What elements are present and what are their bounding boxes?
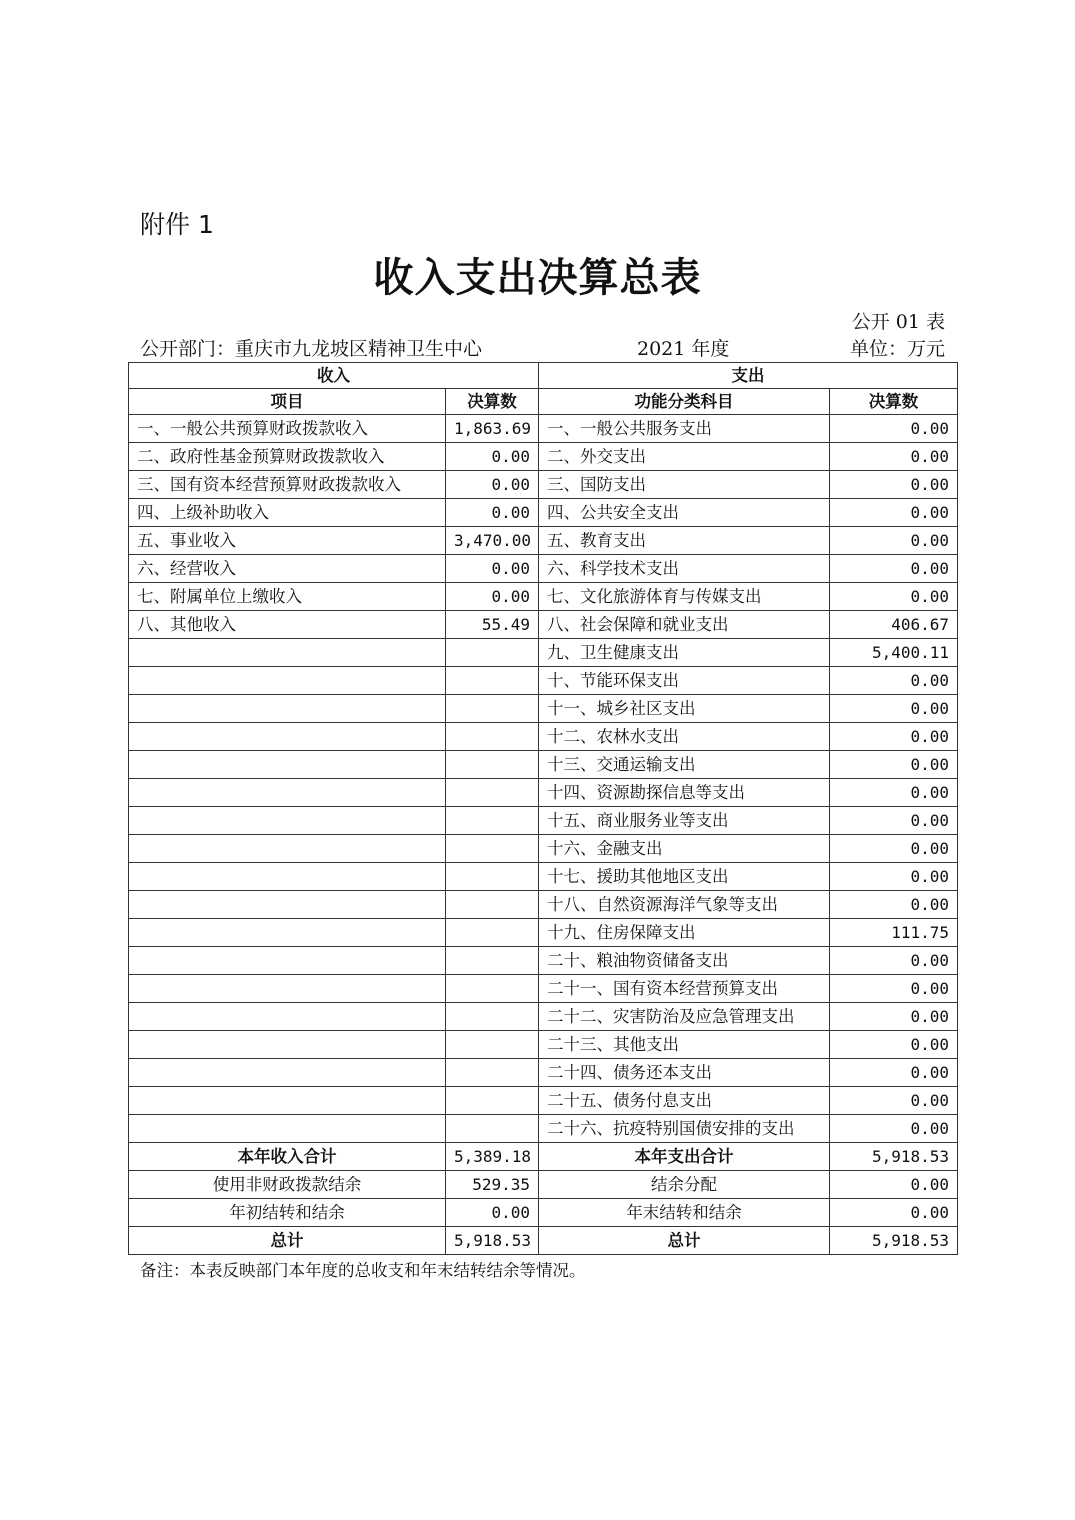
expense-amount-cell: 0.00 bbox=[830, 947, 958, 975]
income-item-cell bbox=[129, 751, 446, 779]
budget-table bbox=[128, 362, 958, 1255]
income-amount-cell: 0.00 bbox=[446, 471, 539, 499]
col-func: 功能分类科目 bbox=[539, 389, 830, 415]
table-row bbox=[129, 919, 958, 947]
expense-amount-cell: 5,918.53 bbox=[830, 1227, 958, 1255]
income-item-cell bbox=[129, 863, 446, 891]
form-number: 公开 01 表 bbox=[851, 311, 945, 333]
table-row bbox=[129, 1031, 958, 1059]
income-amount-cell bbox=[446, 947, 539, 975]
expense-item-cell: 二十三、其他支出 bbox=[539, 1031, 830, 1059]
expense-item-cell: 二十四、债务还本支出 bbox=[539, 1059, 830, 1087]
expense-item-cell: 结余分配 bbox=[539, 1171, 830, 1199]
year-label: 2021 年度 bbox=[637, 338, 730, 360]
income-item-cell: 八、其他收入 bbox=[129, 611, 446, 639]
table-row bbox=[129, 1059, 958, 1087]
expense-item-cell: 十三、交通运输支出 bbox=[539, 751, 830, 779]
income-amount-cell: 0.00 bbox=[446, 555, 539, 583]
table-row bbox=[129, 723, 958, 751]
income-item-cell bbox=[129, 779, 446, 807]
expense-amount-cell: 0.00 bbox=[830, 415, 958, 443]
expense-amount-cell: 5,918.53 bbox=[830, 1143, 958, 1171]
income-item-cell: 使用非财政拨款结余 bbox=[129, 1171, 446, 1199]
expense-item-cell: 总计 bbox=[539, 1227, 830, 1255]
expense-item-cell: 十八、自然资源海洋气象等支出 bbox=[539, 891, 830, 919]
expense-amount-cell: 0.00 bbox=[830, 779, 958, 807]
income-amount-cell bbox=[446, 723, 539, 751]
expense-item-cell: 一、一般公共服务支出 bbox=[539, 415, 830, 443]
unit-label: 单位：万元 bbox=[849, 338, 945, 360]
income-item-cell bbox=[129, 835, 446, 863]
income-amount-cell: 0.00 bbox=[446, 499, 539, 527]
expense-amount-cell: 0.00 bbox=[830, 1199, 958, 1227]
income-amount-cell: 0.00 bbox=[446, 443, 539, 471]
income-item-cell bbox=[129, 723, 446, 751]
table-row bbox=[129, 695, 958, 723]
col-amount: 决算数 bbox=[446, 389, 539, 415]
table-row bbox=[129, 1115, 958, 1143]
expense-amount-cell: 0.00 bbox=[830, 751, 958, 779]
income-item-cell bbox=[129, 1031, 446, 1059]
table-row bbox=[129, 555, 958, 583]
expense-amount-cell: 0.00 bbox=[830, 695, 958, 723]
expense-amount-cell: 0.00 bbox=[830, 1171, 958, 1199]
summary-row bbox=[129, 1227, 958, 1255]
expense-item-cell: 年末结转和结余 bbox=[539, 1199, 830, 1227]
income-amount-cell: 3,470.00 bbox=[446, 527, 539, 555]
footnote: 备注：本表反映部门本年度的总收支和年末结转结余等情况。 bbox=[140, 1261, 586, 1280]
income-amount-cell bbox=[446, 891, 539, 919]
income-amount-cell: 5,389.18 bbox=[446, 1143, 539, 1171]
expense-amount-cell: 0.00 bbox=[830, 891, 958, 919]
expense-item-cell: 十七、援助其他地区支出 bbox=[539, 863, 830, 891]
table-row bbox=[129, 667, 958, 695]
expense-amount-cell: 0.00 bbox=[830, 1003, 958, 1031]
expense-amount-cell: 0.00 bbox=[830, 1115, 958, 1143]
expense-item-cell: 十六、金融支出 bbox=[539, 835, 830, 863]
income-amount-cell bbox=[446, 1115, 539, 1143]
income-item-cell bbox=[129, 695, 446, 723]
income-amount-cell bbox=[446, 1031, 539, 1059]
expense-amount-cell: 0.00 bbox=[830, 667, 958, 695]
expense-item-cell: 六、科学技术支出 bbox=[539, 555, 830, 583]
col-amount2: 决算数 bbox=[830, 389, 958, 415]
expense-amount-cell: 111.75 bbox=[830, 919, 958, 947]
income-item-cell bbox=[129, 667, 446, 695]
expense-amount-cell: 0.00 bbox=[830, 1059, 958, 1087]
expense-item-cell: 二十五、债务付息支出 bbox=[539, 1087, 830, 1115]
table-row bbox=[129, 611, 958, 639]
table-row bbox=[129, 1087, 958, 1115]
income-amount-cell bbox=[446, 863, 539, 891]
expense-item-cell: 十五、商业服务业等支出 bbox=[539, 807, 830, 835]
income-item-cell bbox=[129, 807, 446, 835]
expense-amount-cell: 0.00 bbox=[830, 975, 958, 1003]
expense-header: 支出 bbox=[539, 363, 958, 389]
table-row bbox=[129, 443, 958, 471]
expense-amount-cell: 0.00 bbox=[830, 1087, 958, 1115]
income-item-cell bbox=[129, 639, 446, 667]
expense-item-cell: 二、外交支出 bbox=[539, 443, 830, 471]
table-row bbox=[129, 975, 958, 1003]
income-item-cell bbox=[129, 947, 446, 975]
expense-amount-cell: 5,400.11 bbox=[830, 639, 958, 667]
table-section-header bbox=[129, 363, 958, 389]
income-item-cell bbox=[129, 1087, 446, 1115]
income-amount-cell bbox=[446, 751, 539, 779]
expense-item-cell: 二十、粮油物资储备支出 bbox=[539, 947, 830, 975]
income-item-cell: 四、上级补助收入 bbox=[129, 499, 446, 527]
table-row bbox=[129, 779, 958, 807]
income-item-cell bbox=[129, 975, 446, 1003]
expense-amount-cell: 0.00 bbox=[830, 443, 958, 471]
expense-amount-cell: 0.00 bbox=[830, 1031, 958, 1059]
income-item-cell bbox=[129, 1003, 446, 1031]
income-amount-cell bbox=[446, 1059, 539, 1087]
expense-amount-cell: 0.00 bbox=[830, 723, 958, 751]
income-item-cell: 五、事业收入 bbox=[129, 527, 446, 555]
income-amount-cell: 0.00 bbox=[446, 583, 539, 611]
income-item-cell bbox=[129, 891, 446, 919]
income-amount-cell: 0.00 bbox=[446, 1199, 539, 1227]
expense-amount-cell: 0.00 bbox=[830, 807, 958, 835]
income-item-cell: 本年收入合计 bbox=[129, 1143, 446, 1171]
income-amount-cell: 55.49 bbox=[446, 611, 539, 639]
expense-amount-cell: 0.00 bbox=[830, 527, 958, 555]
expense-item-cell: 本年支出合计 bbox=[539, 1143, 830, 1171]
expense-amount-cell: 0.00 bbox=[830, 835, 958, 863]
table-row bbox=[129, 415, 958, 443]
attachment-label: 附件 1 bbox=[140, 210, 214, 239]
table-row bbox=[129, 947, 958, 975]
income-amount-cell bbox=[446, 779, 539, 807]
expense-item-cell: 十一、城乡社区支出 bbox=[539, 695, 830, 723]
income-amount-cell bbox=[446, 919, 539, 947]
income-amount-cell: 529.35 bbox=[446, 1171, 539, 1199]
income-item-cell: 年初结转和结余 bbox=[129, 1199, 446, 1227]
summary-row bbox=[129, 1143, 958, 1171]
expense-item-cell: 十二、农林水支出 bbox=[539, 723, 830, 751]
table-row bbox=[129, 583, 958, 611]
income-amount-cell bbox=[446, 1087, 539, 1115]
table-row bbox=[129, 1003, 958, 1031]
table-row bbox=[129, 835, 958, 863]
income-item-cell: 七、附属单位上缴收入 bbox=[129, 583, 446, 611]
table-row bbox=[129, 751, 958, 779]
expense-item-cell: 八、社会保障和就业支出 bbox=[539, 611, 830, 639]
expense-amount-cell: 0.00 bbox=[830, 863, 958, 891]
expense-amount-cell: 0.00 bbox=[830, 499, 958, 527]
income-amount-cell: 1,863.69 bbox=[446, 415, 539, 443]
table-row bbox=[129, 527, 958, 555]
expense-item-cell: 四、公共安全支出 bbox=[539, 499, 830, 527]
summary-row bbox=[129, 1199, 958, 1227]
expense-item-cell: 十、节能环保支出 bbox=[539, 667, 830, 695]
income-amount-cell bbox=[446, 667, 539, 695]
expense-item-cell: 七、文化旅游体育与传媒支出 bbox=[539, 583, 830, 611]
expense-item-cell: 二十一、国有资本经营预算支出 bbox=[539, 975, 830, 1003]
income-amount-cell bbox=[446, 639, 539, 667]
page-title: 收入支出决算总表 bbox=[373, 254, 702, 301]
income-item-cell: 总计 bbox=[129, 1227, 446, 1255]
table-row bbox=[129, 863, 958, 891]
income-header: 收入 bbox=[129, 363, 539, 389]
income-amount-cell bbox=[446, 1003, 539, 1031]
income-item-cell bbox=[129, 919, 446, 947]
summary-row bbox=[129, 1171, 958, 1199]
expense-item-cell: 十四、资源勘探信息等支出 bbox=[539, 779, 830, 807]
expense-item-cell: 三、国防支出 bbox=[539, 471, 830, 499]
income-amount-cell bbox=[446, 975, 539, 1003]
department-label: 公开部门：重庆市九龙坡区精神卫生中心 bbox=[140, 338, 483, 360]
col-item: 项目 bbox=[129, 389, 446, 415]
expense-item-cell: 二十六、抗疫特别国债安排的支出 bbox=[539, 1115, 830, 1143]
income-item-cell: 六、经营收入 bbox=[129, 555, 446, 583]
income-item-cell: 三、国有资本经营预算财政拨款收入 bbox=[129, 471, 446, 499]
income-item-cell bbox=[129, 1115, 446, 1143]
income-amount-cell bbox=[446, 807, 539, 835]
income-item-cell: 二、政府性基金预算财政拨款收入 bbox=[129, 443, 446, 471]
income-item-cell: 一、一般公共预算财政拨款收入 bbox=[129, 415, 446, 443]
table-row bbox=[129, 807, 958, 835]
income-item-cell bbox=[129, 1059, 446, 1087]
table-column-header bbox=[129, 389, 958, 415]
expense-amount-cell: 0.00 bbox=[830, 471, 958, 499]
income-amount-cell: 5,918.53 bbox=[446, 1227, 539, 1255]
expense-amount-cell: 0.00 bbox=[830, 555, 958, 583]
table-row bbox=[129, 639, 958, 667]
expense-amount-cell: 406.67 bbox=[830, 611, 958, 639]
income-amount-cell bbox=[446, 695, 539, 723]
expense-item-cell: 五、教育支出 bbox=[539, 527, 830, 555]
table-row bbox=[129, 471, 958, 499]
expense-item-cell: 十九、住房保障支出 bbox=[539, 919, 830, 947]
expense-item-cell: 九、卫生健康支出 bbox=[539, 639, 830, 667]
income-amount-cell bbox=[446, 835, 539, 863]
table-row bbox=[129, 499, 958, 527]
expense-item-cell: 二十二、灾害防治及应急管理支出 bbox=[539, 1003, 830, 1031]
expense-amount-cell: 0.00 bbox=[830, 583, 958, 611]
table-row bbox=[129, 891, 958, 919]
